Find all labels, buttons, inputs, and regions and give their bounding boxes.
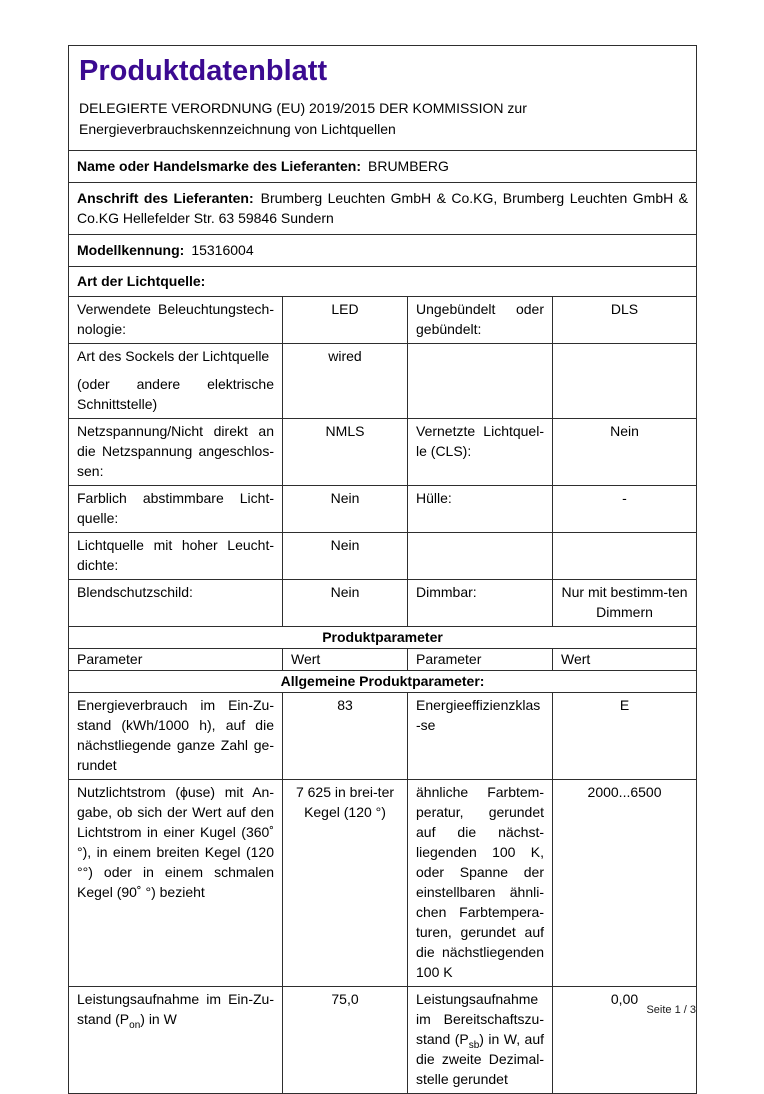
param-cell: Netzspannung/Nicht direkt an die Netzspannung angeschlos-sen: xyxy=(69,419,283,486)
value-cell: NMLS xyxy=(283,419,408,486)
table-row xyxy=(69,780,697,987)
column-header: Wert xyxy=(283,649,408,671)
table-row xyxy=(69,627,697,649)
model-id-label: Modellkennung: xyxy=(77,242,185,258)
section-header-general-parameters: Allgemeine Produktparameter: xyxy=(69,671,697,693)
page-title: Produktdatenblatt xyxy=(79,55,328,87)
column-header: Parameter xyxy=(408,649,553,671)
table-row xyxy=(69,297,697,344)
param-cell: Energieeffizienzklas-se xyxy=(408,693,553,780)
subscript-sb: sb xyxy=(468,1039,480,1051)
section-header-light-source: Art der Lichtquelle: xyxy=(69,267,697,297)
value-cell: Nein xyxy=(553,419,697,486)
table-row xyxy=(69,267,697,297)
value-cell: LED xyxy=(283,297,408,344)
param-cell: Blendschutzschild: xyxy=(69,580,283,627)
supplier-name-row xyxy=(69,151,697,183)
param-cell: Vernetzte Lichtquel-le (CLS): xyxy=(408,419,553,486)
title-block xyxy=(69,46,697,151)
param-text: Art des Sockels der Lichtquelle xyxy=(77,348,270,364)
table-row xyxy=(69,693,697,780)
regulation-subtitle: DELEGIERTE VERORDNUNG (EU) 2019/2015 DER KOMMISSION zur Energieverbrauchskennzeichnung von Lichtquellen xyxy=(79,100,527,137)
value-cell: Nein xyxy=(283,580,408,627)
table-row xyxy=(69,671,697,693)
value-cell: 7 625 in brei-ter Kegel (120 °) xyxy=(283,780,408,987)
table-row xyxy=(69,580,697,627)
table-row xyxy=(69,235,697,267)
param-text: Leistungsaufnahme im Bereitschaftszu-stand (P xyxy=(416,991,544,1047)
param-cell: ähnliche Farbtem-peratur, gerundet auf die nächst-liegenden 100 K, oder Spanne der einstellbaren ähnli-chen Farbtempera-turen, gerundet auf die nächstliegenden 100 K xyxy=(408,780,553,987)
supplier-name-value: BRUMBERG xyxy=(368,158,449,174)
param-text: ) in W xyxy=(140,1011,177,1027)
table-row xyxy=(69,183,697,235)
param-cell: Hülle: xyxy=(408,486,553,533)
value-cell: 83 xyxy=(283,693,408,780)
product-datasheet-table xyxy=(68,45,697,1094)
param-cell xyxy=(408,344,553,419)
page-number: Seite 1 / 3 xyxy=(646,1004,696,1016)
param-note: (oder andere elektrische Schnittstelle) xyxy=(77,376,274,412)
param-text: ) in W, auf die zweite Dezimal-stelle gerundet xyxy=(416,1031,545,1087)
value-cell: Nein xyxy=(283,533,408,580)
table-row xyxy=(69,486,697,533)
model-id-row xyxy=(69,235,697,267)
column-header: Parameter xyxy=(69,649,283,671)
value-cell: Nein xyxy=(283,486,408,533)
param-cell: Farblich abstimmbare Licht-quelle: xyxy=(69,486,283,533)
value-cell: 2000...6500 xyxy=(553,780,697,987)
value-cell: Nur mit bestimm-ten Dimmern xyxy=(553,580,697,627)
value-cell: - xyxy=(553,486,697,533)
param-cell: Ungebündelt oder gebündelt: xyxy=(408,297,553,344)
supplier-address-label: Anschrift des Lieferanten: xyxy=(77,190,254,206)
value-cell xyxy=(553,344,697,419)
table-row xyxy=(69,344,697,419)
model-id-value: 15316004 xyxy=(191,242,254,258)
param-cell: Verwendete Beleuchtungstech-nologie: xyxy=(69,297,283,344)
column-header: Wert xyxy=(553,649,697,671)
section-header-product-parameters: Produktparameter xyxy=(69,627,697,649)
datasheet-page xyxy=(68,45,696,1094)
param-cell: Energieverbrauch im Ein-Zu-stand (kWh/1000 h), auf die nächstliegende ganze Zahl ge-rundet xyxy=(69,693,283,780)
value-cell: 0,00 xyxy=(553,987,697,1094)
table-row xyxy=(69,151,697,183)
value-cell: wired xyxy=(283,344,408,419)
param-cell xyxy=(69,987,283,1094)
table-row xyxy=(69,987,697,1094)
value-cell: 75,0 xyxy=(283,987,408,1094)
value-cell: DLS xyxy=(553,297,697,344)
param-cell: Nutzlichtstrom (ϕuse) mit An-gabe, ob sich der Wert auf den Lichtstrom in einer Kugel (360˚ °), in einem breiten Kegel (120 °°) oder in einem schmalen Kegel (90˚ °) bezieht xyxy=(69,780,283,987)
table-row xyxy=(69,649,697,671)
value-cell: E xyxy=(553,693,697,780)
supplier-address-value: Brumberg Leuchten GmbH & Co.KG, Brumberg Leuchten GmbH & Co.KG Hellefelder Str. 63 59846 Sundern xyxy=(77,190,689,226)
param-cell xyxy=(408,987,553,1094)
supplier-address-row xyxy=(69,183,697,235)
table-row xyxy=(69,46,697,151)
value-cell xyxy=(553,533,697,580)
supplier-name-label: Name oder Handelsmarke des Lieferanten: xyxy=(77,158,361,174)
param-cell xyxy=(69,344,283,419)
param-cell: Lichtquelle mit hoher Leucht-dichte: xyxy=(69,533,283,580)
param-cell: Dimmbar: xyxy=(408,580,553,627)
table-row xyxy=(69,533,697,580)
table-row xyxy=(69,419,697,486)
subscript-on: on xyxy=(129,1019,141,1031)
param-cell xyxy=(408,533,553,580)
param-text: Leistungsaufnahme im Ein-Zu-stand (P xyxy=(77,991,274,1027)
